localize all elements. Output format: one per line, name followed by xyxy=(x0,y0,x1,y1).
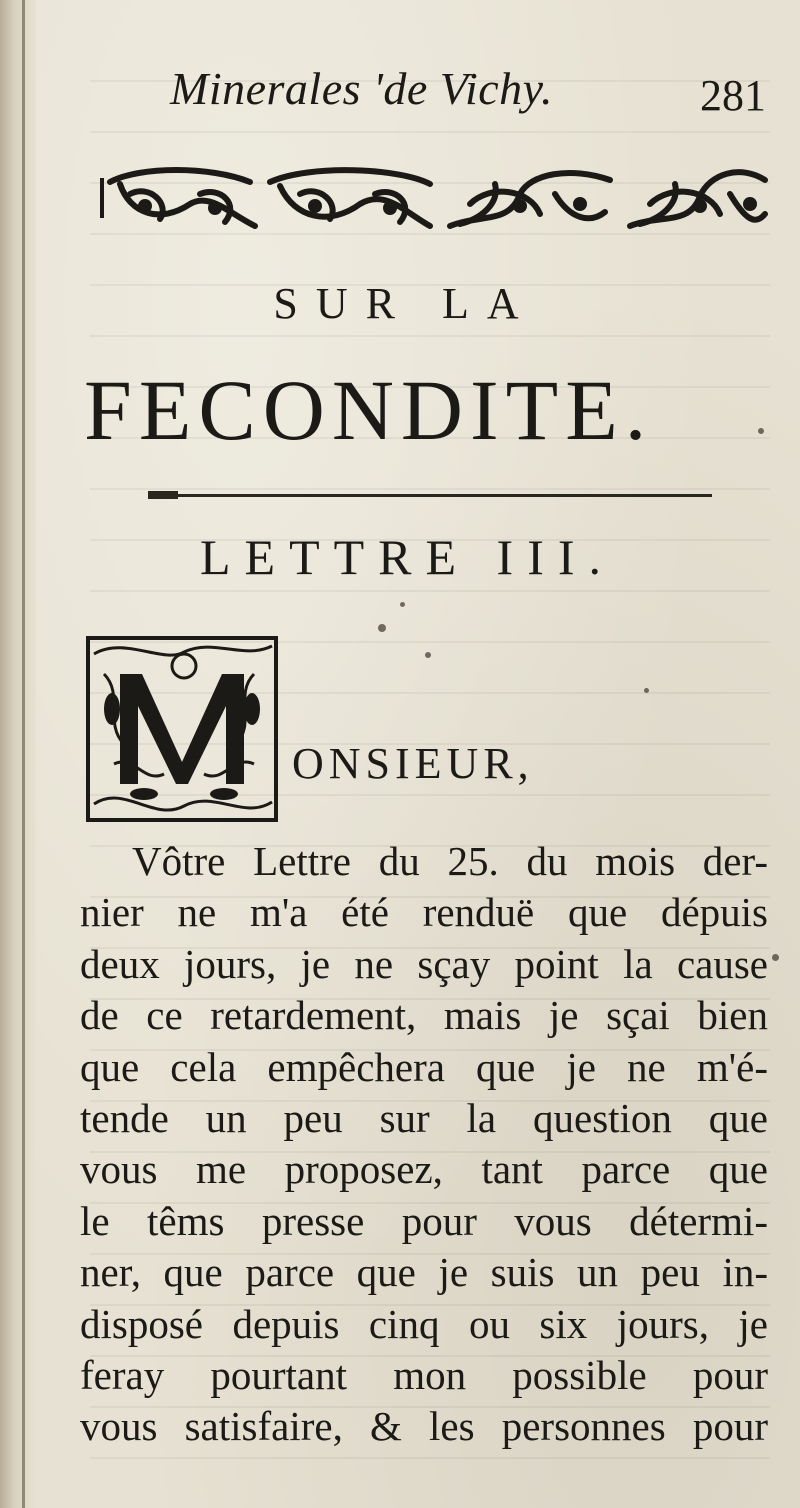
binding-edge xyxy=(22,0,25,1508)
ink-speck xyxy=(425,652,431,658)
body-line: le têms presse pour vous détermi- xyxy=(80,1197,768,1244)
running-head-title: Minerales 'de Vichy. xyxy=(170,63,554,114)
ink-speck xyxy=(772,954,779,961)
page-number: 281 xyxy=(700,71,766,120)
subtitle: SUR LA xyxy=(273,279,537,328)
body-line: Vôtre Lettre du 25. du mois der- xyxy=(132,838,768,884)
body-line: tende un peu sur la question que xyxy=(80,1094,768,1141)
ink-speck xyxy=(758,428,764,434)
divider-rule xyxy=(148,494,712,497)
letter-body xyxy=(80,836,768,1453)
ornamental-headpiece xyxy=(100,164,770,244)
body-line: feray pourtant mon possible pour xyxy=(80,1351,768,1398)
body-line: deux jours, je ne sçay point la cause xyxy=(80,940,768,987)
ink-speck xyxy=(400,602,405,607)
ink-speck xyxy=(378,624,386,632)
body-line: que cela empêchera que je ne m'é- xyxy=(80,1043,768,1090)
salutation: ONSIEUR, xyxy=(292,739,534,788)
ink-speck xyxy=(644,688,649,693)
body-line: vous me proposez, tant parce que xyxy=(80,1146,768,1193)
letter-heading: LETTRE III. xyxy=(200,529,616,585)
body-line: de ce retardement, mais je sçai bien xyxy=(80,992,768,1039)
decorated-initial xyxy=(84,634,280,824)
body-line: vous satisfaire, & les personnes pour xyxy=(80,1403,768,1450)
divider-rule-end xyxy=(148,491,178,499)
page-gutter xyxy=(0,0,36,1508)
body-line: ner, que parce que je suis un peu in- xyxy=(80,1249,768,1296)
body-line: disposé depuis cinq ou six jours, je xyxy=(80,1300,768,1347)
drop-cap-letter: M xyxy=(182,774,184,775)
body-line: nier ne m'a été renduë que dépuis xyxy=(80,889,768,936)
page-title: FECONDITE. xyxy=(84,362,654,458)
